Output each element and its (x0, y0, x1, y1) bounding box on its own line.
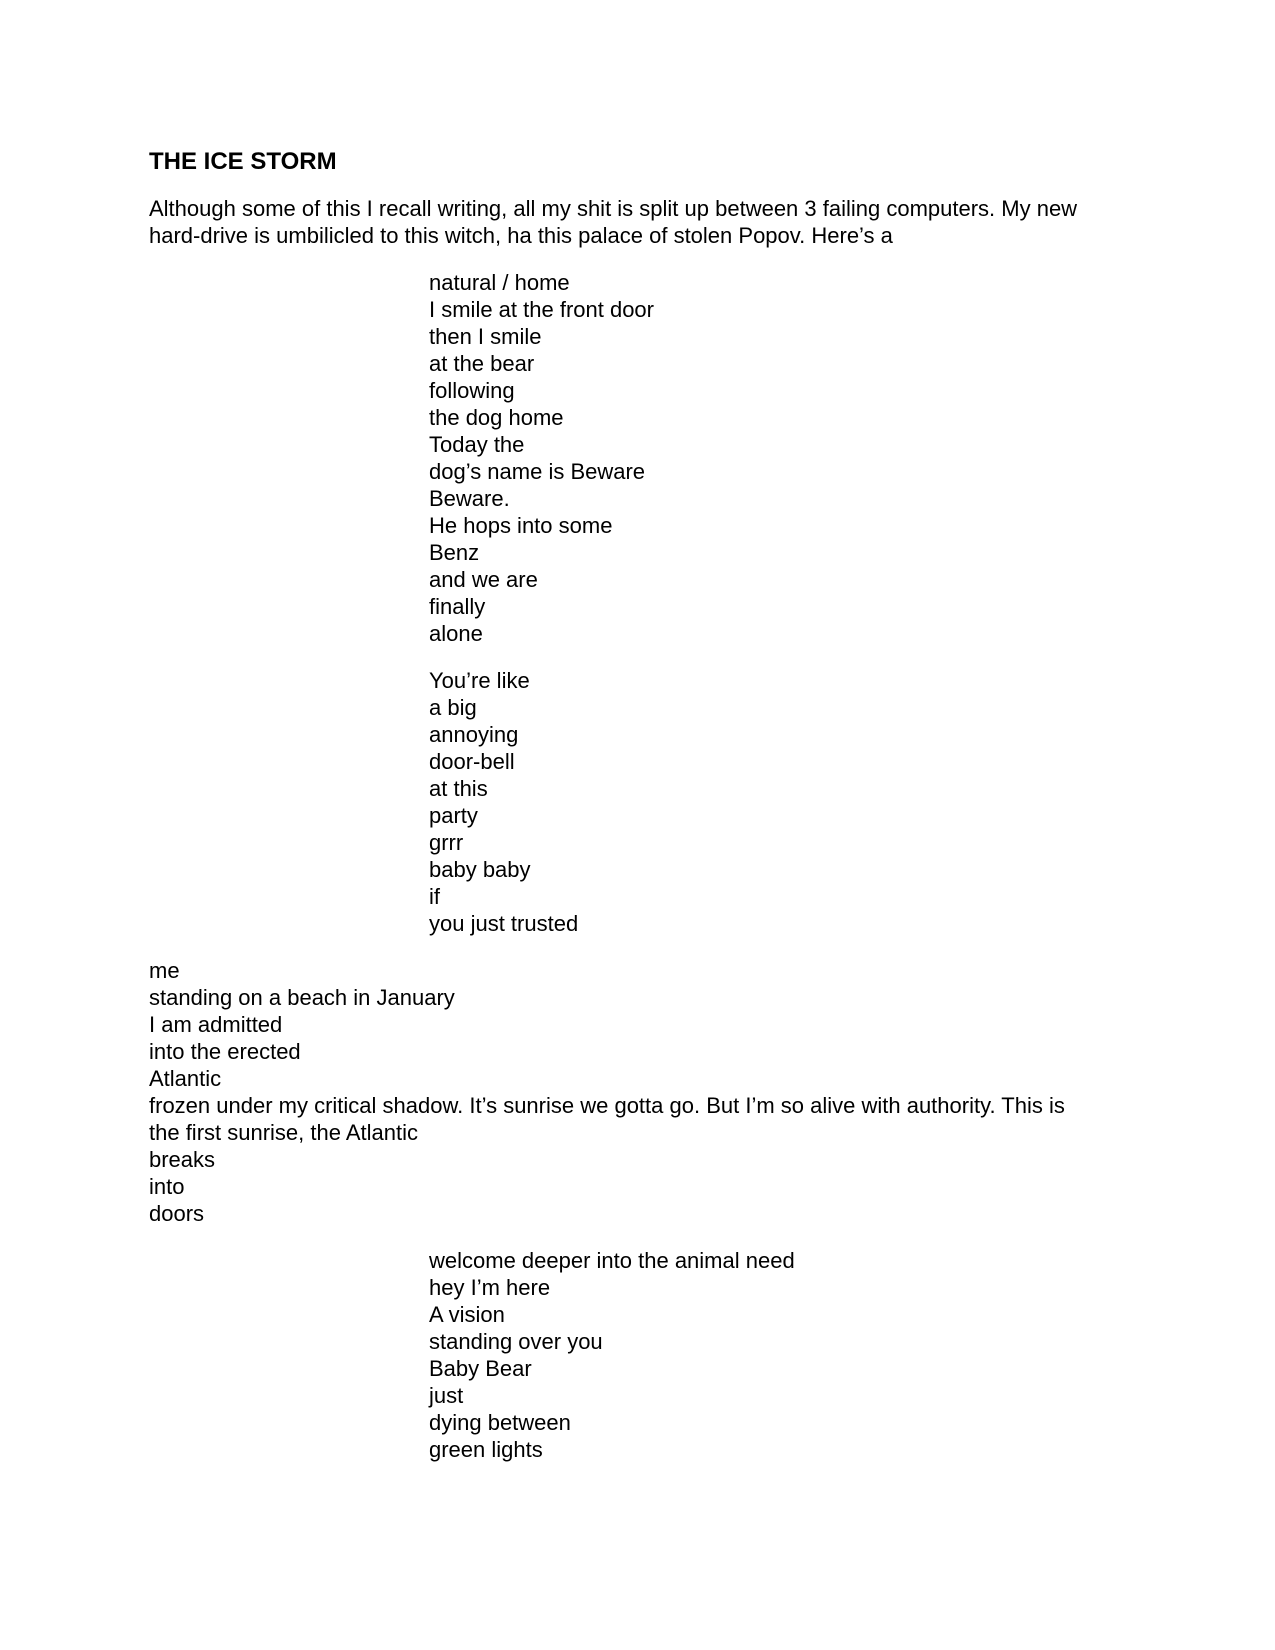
poem-line: I smile at the front door (429, 297, 654, 322)
poem-line: at the bear (429, 351, 535, 376)
poem-line: hey I’m here (429, 1275, 551, 1300)
poem-line: into the erected (149, 1039, 301, 1064)
intro-paragraph (149, 195, 1149, 249)
poem-line: frozen under my critical shadow. It’s sunrise we gotta go. But I’m so alive with authority. This is (149, 1093, 1065, 1118)
poem-line: and we are (429, 567, 538, 592)
poem-title: THE ICE STORM (149, 148, 337, 175)
poem-line: me (149, 958, 180, 983)
poem-line: Baby Bear (429, 1356, 532, 1381)
poem-line: the dog home (429, 405, 564, 430)
poem-line: standing on a beach in January (149, 985, 455, 1010)
poem-line: just (429, 1383, 464, 1408)
poem-line: green lights (429, 1437, 543, 1462)
poem-line: doors (149, 1201, 205, 1226)
intro-line: hard-drive is umbilicled to this witch, ha this palace of stolen Popov. Here’s a (149, 223, 893, 248)
poem-line: a big (429, 695, 477, 720)
poem-line: the first sunrise, the Atlantic (149, 1120, 419, 1145)
poem-line: baby baby (429, 857, 531, 882)
poem-line: grrr (429, 830, 464, 855)
poem-line: annoying (429, 722, 519, 747)
poem-line: Today the (429, 432, 525, 457)
poem-line: if (429, 884, 440, 909)
poem-line: You’re like (429, 668, 530, 693)
intro-line: Although some of this I recall writing, all my shit is split up between 3 failing computers. My new (149, 196, 1078, 221)
poem-line: you just trusted (429, 911, 579, 936)
stanza-3 (149, 957, 1149, 1227)
poem-line: party (429, 803, 478, 828)
poem-line: breaks (149, 1147, 216, 1172)
poem-line: Atlantic (149, 1066, 222, 1091)
poem-line: He hops into some (429, 513, 613, 538)
poem-line: finally (429, 594, 486, 619)
poem-line: I am admitted (149, 1012, 283, 1037)
poem-line: Benz (429, 540, 480, 565)
stanza-2 (429, 667, 1149, 937)
poem-line: at this (429, 776, 488, 801)
poem-line: door-bell (429, 749, 515, 774)
poem-line: into (149, 1174, 185, 1199)
poem-line: then I smile (429, 324, 542, 349)
poem-line: alone (429, 621, 483, 646)
poem-line: standing over you (429, 1329, 603, 1354)
poem-line: dog’s name is Beware (429, 459, 646, 484)
poem-line: natural / home (429, 270, 570, 295)
stanza-1 (429, 269, 1149, 647)
poem-line: welcome deeper into the animal need (429, 1248, 795, 1273)
poem-line: following (429, 378, 515, 403)
poem-line: A vision (429, 1302, 505, 1327)
poem-line: Beware. (429, 486, 510, 511)
poem-line: dying between (429, 1410, 571, 1435)
stanza-4 (429, 1247, 1149, 1463)
document-page (149, 147, 1149, 1483)
